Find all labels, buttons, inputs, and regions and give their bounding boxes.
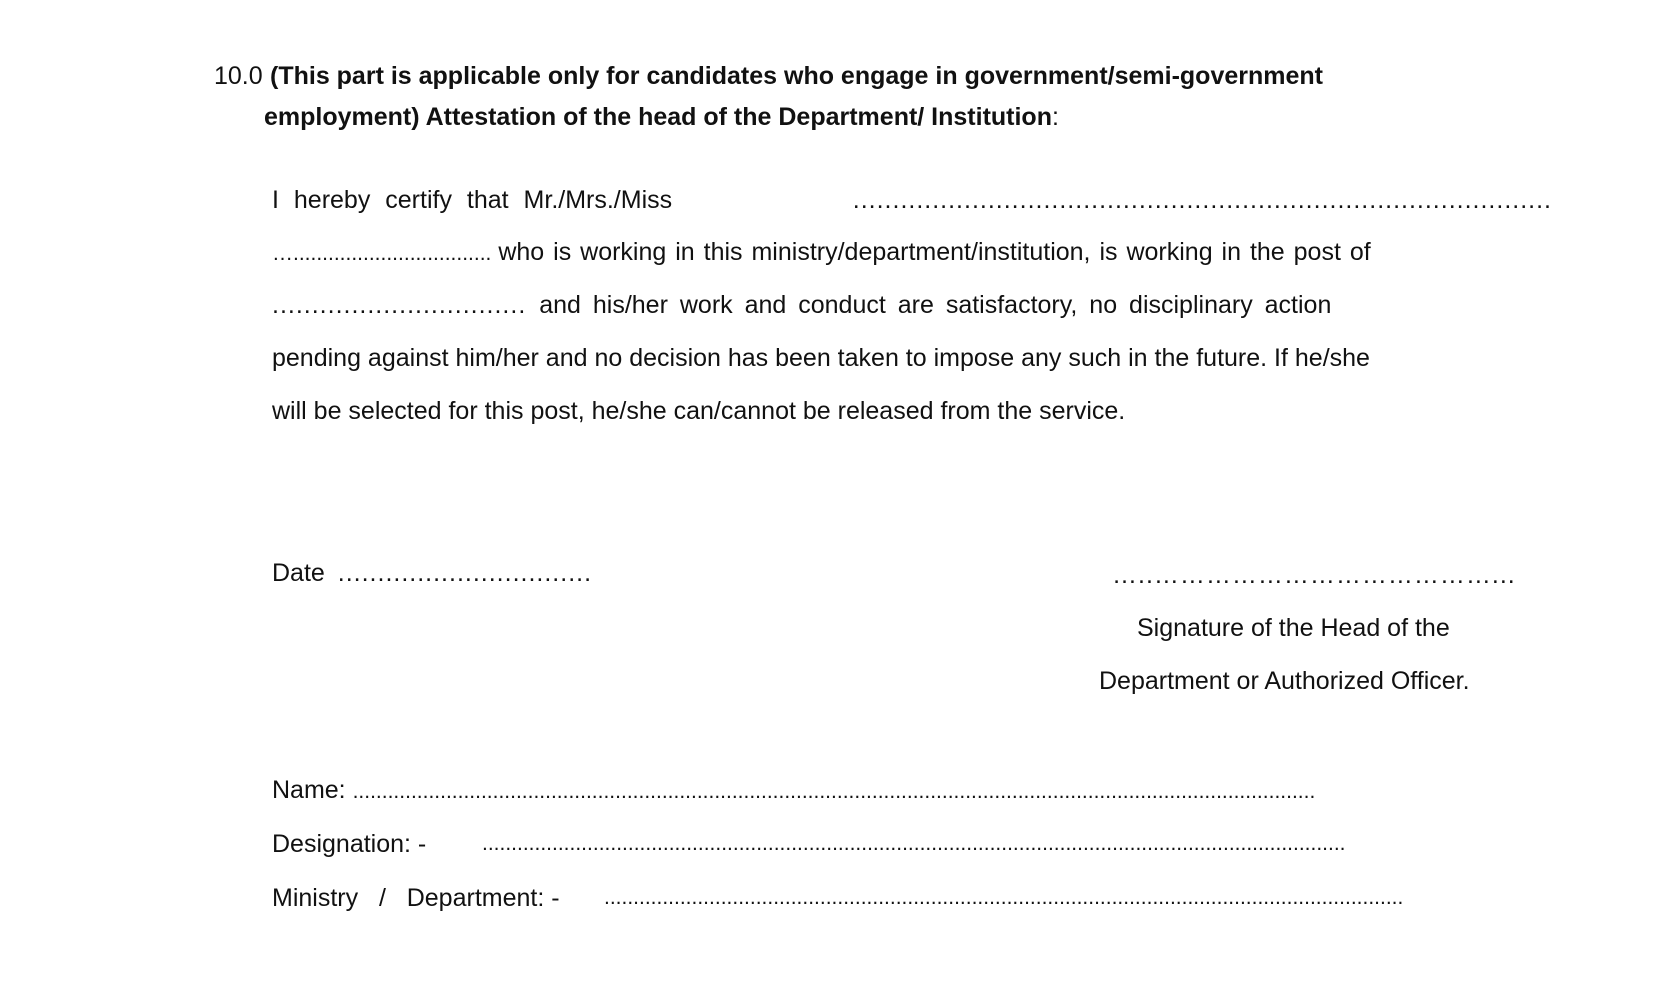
section-heading-line2-bold: employment) Attestation of the head of the Department/ Institution bbox=[264, 103, 1052, 131]
certify-line-2-dots: ….................................. bbox=[272, 242, 492, 265]
date-field bbox=[272, 558, 592, 588]
signature-caption-line2: Department or Authorized Officer. bbox=[1099, 667, 1470, 695]
signature-dots: …..…………………………………... bbox=[1112, 561, 1516, 589]
certify-line-5-text: will be selected for this post, he/she can/cannot be released from the service. bbox=[272, 397, 1126, 425]
name-dots: ..................................................................................................................................................................... bbox=[352, 780, 1316, 803]
signature-caption-line1: Signature of the Head of the bbox=[1137, 614, 1450, 642]
designation-field bbox=[272, 829, 1346, 859]
name-label: Name: bbox=[272, 776, 346, 804]
ministry-field bbox=[272, 883, 1404, 913]
certify-line-4 bbox=[272, 343, 1554, 373]
section-heading-line2 bbox=[264, 102, 1059, 132]
certify-line-4-text: pending against him/her and no decision has been taken to impose any such in the future. If he/she bbox=[272, 344, 1370, 372]
date-dots: ................................ bbox=[337, 559, 593, 587]
section-heading-line1: (This part is applicable only for candidates who engage in government/semi-government bbox=[270, 62, 1323, 90]
certify-line-3-dots: ................................ bbox=[272, 291, 527, 319]
name-field bbox=[272, 775, 1315, 807]
designation-label: Designation: - bbox=[272, 830, 427, 858]
certify-line-3-text: and his/her work and conduct are satisfactory, no disciplinary action bbox=[539, 291, 1332, 319]
certify-line-2 bbox=[272, 237, 1554, 269]
certify-line-3 bbox=[272, 290, 1554, 320]
ministry-label: Ministry / Department: - bbox=[272, 884, 560, 912]
date-label: Date bbox=[272, 559, 325, 587]
section-number: 10.0 bbox=[214, 62, 263, 90]
designation-dots: .................................................................................................................................................... bbox=[482, 832, 1346, 855]
ministry-dots: ......................................................................................................................................... bbox=[604, 886, 1404, 909]
certify-line-1-dots: ........................................................................................ bbox=[852, 186, 1552, 214]
certify-line-5 bbox=[272, 396, 1554, 426]
certify-line-2-text: who is working in this ministry/department/institution, is working in the post of bbox=[498, 238, 1371, 266]
certify-line-1 bbox=[272, 185, 1552, 215]
certify-line-1-text: I hereby certify that Mr./Mrs./Miss bbox=[272, 186, 673, 214]
section-heading-colon: : bbox=[1051, 103, 1059, 131]
